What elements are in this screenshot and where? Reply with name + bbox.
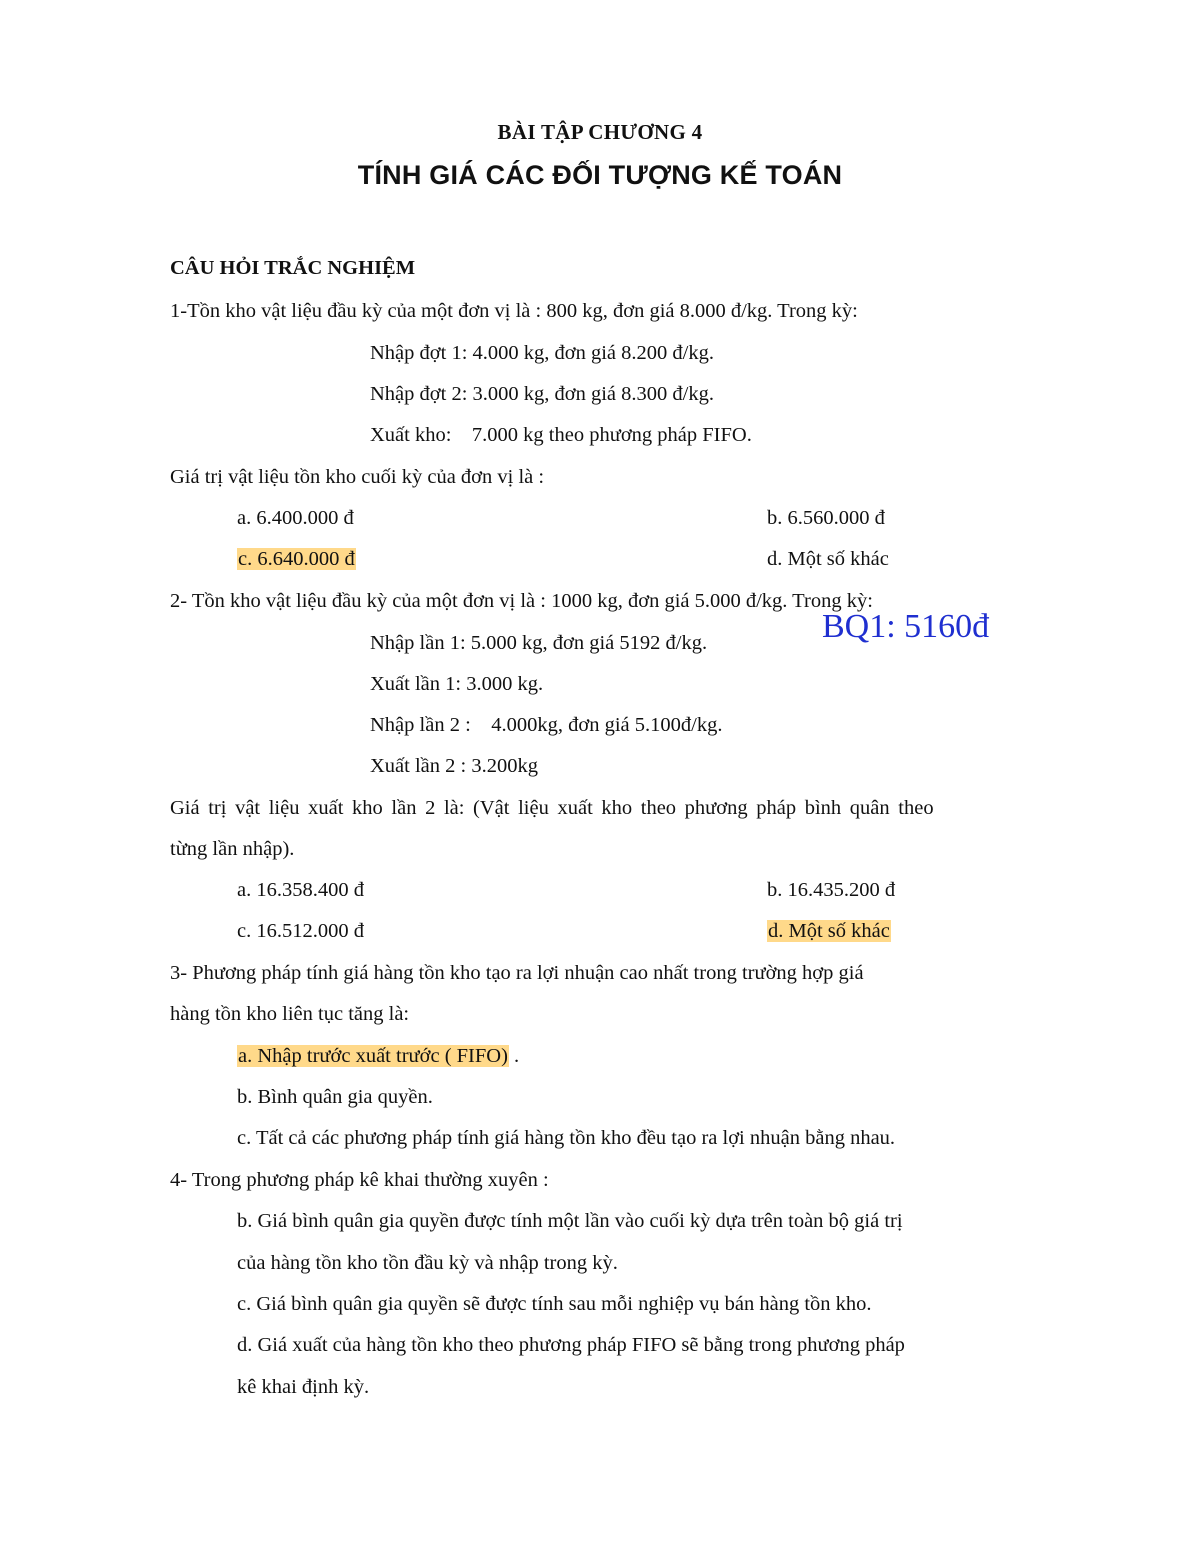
q2-question-line2: từng lần nhập).: [170, 838, 295, 860]
q2-detail-3: Nhập lần 2 : 4.000kg, đơn giá 5.100đ/kg.: [370, 714, 723, 736]
q3-answer-highlight: a. Nhập trước xuất trước ( FIFO): [238, 1045, 508, 1067]
q1-detail-1: Nhập đợt 1: 4.000 kg, đơn giá 8.200 đ/kg.: [370, 342, 714, 364]
q1-detail-2: Nhập đợt 2: 3.000 kg, đơn giá 8.300 đ/kg.: [370, 383, 714, 405]
q1-option-c: [237, 546, 356, 572]
q1-stem: 1-Tồn kho vật liệu đầu kỳ của một đơn vị là : 800 kg, đơn giá 8.000 đ/kg. Trong kỳ:: [170, 300, 858, 322]
q3-option-a-tail: .: [508, 1045, 520, 1067]
q4-option-d-line2: kê khai định kỳ.: [237, 1376, 370, 1398]
q3-stem-line2: hàng tồn kho liên tục tăng là:: [170, 1003, 410, 1025]
page-title: TÍNH GIÁ CÁC ĐỐI TƯỢNG KẾ TOÁN: [357, 160, 843, 190]
q2-option-c: c. 16.512.000 đ: [237, 920, 364, 942]
q2-option-b: b. 16.435.200 đ: [767, 879, 896, 901]
q4-option-c: c. Giá bình quân gia quyền sẽ được tính sau mỗi nghiệp vụ bán hàng tồn kho.: [237, 1293, 872, 1315]
q3-option-c: c. Tất cả các phương pháp tính giá hàng tồn kho đều tạo ra lợi nhuận bằng nhau.: [237, 1127, 896, 1149]
handwritten-note: BQ1: 5160đ: [822, 608, 990, 645]
q3-option-a: [237, 1043, 519, 1069]
q1-detail-3: Xuất kho: 7.000 kg theo phương pháp FIFO.: [370, 424, 752, 446]
q3-stem-line1: 3- Phương pháp tính giá hàng tồn kho tạo ra lợi nhuận cao nhất trong trường hợp giá: [170, 962, 864, 984]
section-heading: CÂU HỎI TRẮC NGHIỆM: [170, 257, 416, 279]
q2-detail-1: Nhập lần 1: 5.000 kg, đơn giá 5192 đ/kg.: [370, 632, 708, 654]
q4-stem: 4- Trong phương pháp kê khai thường xuyên :: [170, 1169, 549, 1191]
q1-option-d: d. Một số khác: [767, 548, 889, 570]
q4-option-b-line1: b. Giá bình quân gia quyền được tính một lần vào cuối kỳ dựa trên toàn bộ giá trị: [237, 1210, 903, 1232]
q2-option-a: a. 16.358.400 đ: [237, 879, 364, 901]
q1-answer-highlight: c. 6.640.000 đ: [238, 548, 355, 570]
q4-option-b-line2: của hàng tồn kho tồn đầu kỳ và nhập trong kỳ.: [237, 1252, 618, 1274]
q4-option-d-line1: d. Giá xuất của hàng tồn kho theo phương pháp FIFO sẽ bằng trong phương pháp: [237, 1334, 905, 1356]
q2-answer-highlight: d. Một số khác: [768, 920, 890, 942]
q1-question: Giá trị vật liệu tồn kho cuối kỳ của đơn vị là :: [170, 466, 545, 488]
q2-question-line1: Giá trị vật liệu xuất kho lần 2 là: (Vật liệu xuất kho theo phương pháp bình quân theo: [170, 797, 934, 819]
q2-option-d: [767, 918, 891, 944]
q2-detail-4: Xuất lần 2 : 3.200kg: [370, 755, 538, 777]
q2-stem: 2- Tồn kho vật liệu đầu kỳ của một đơn vị là : 1000 kg, đơn giá 5.000 đ/kg. Trong kỳ:: [170, 590, 873, 612]
q2-detail-2: Xuất lần 1: 3.000 kg.: [370, 673, 544, 695]
q1-option-a: a. 6.400.000 đ: [237, 507, 354, 529]
chapter-heading: BÀI TẬP CHƯƠNG 4: [497, 120, 703, 144]
q1-option-b: b. 6.560.000 đ: [767, 507, 885, 529]
q3-option-b: b. Bình quân gia quyền.: [237, 1086, 433, 1108]
